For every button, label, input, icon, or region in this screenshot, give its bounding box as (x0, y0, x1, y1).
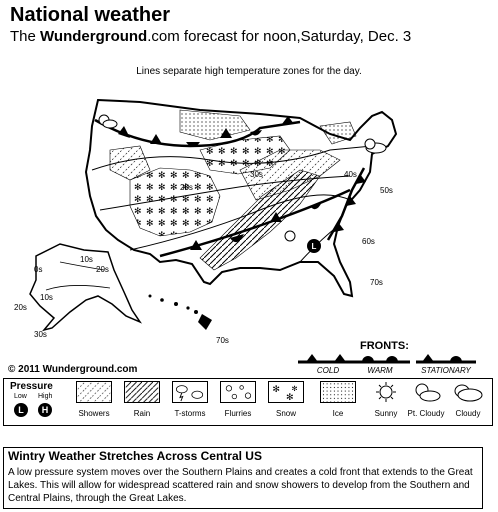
front-legend-stationary (414, 352, 478, 375)
front-label-stationary: STATIONARY (421, 366, 471, 375)
stationary-front-symbol (414, 352, 478, 364)
legend-label-pt-cloudy: Pt. Cloudy (407, 409, 445, 418)
brand-name: Wunderground (40, 28, 148, 45)
alaska-label-20s: 20s (96, 265, 109, 274)
low-pressure-icon: L (14, 403, 28, 417)
forecast-subtitle (10, 28, 411, 45)
map-note: Lines separate high temperature zones for the day. (136, 66, 362, 77)
alaska-label-0s: 0s (34, 265, 43, 274)
legend-label-cloudy: Cloudy (455, 409, 481, 418)
front-label-cold: COLD (316, 366, 340, 375)
high-caption: High (38, 393, 53, 400)
alaska-label-10s: 10s (80, 255, 93, 264)
temp-label-70s: 70s (370, 278, 383, 287)
sunny-icon (285, 231, 295, 241)
svg-text:✻: ✻ (291, 384, 298, 394)
ice-swatch-icon (320, 381, 356, 403)
fronts-title: FRONTS: (360, 340, 409, 352)
subtitle-text: .com forecast for noon,Saturday, Dec. 3 (147, 28, 412, 45)
hawaii-islands (149, 295, 213, 331)
legend-label-snow: Snow (275, 409, 296, 418)
front-label-warm: WARM (367, 366, 393, 375)
front-legend-warm (348, 352, 412, 375)
story-body: A low pressure system moves over the Southern Plains and creates a cold front that extends to the Great Lakes. This will allow for widespread scattered rain and snow showers to develop from the Southern and Central Plains, through the Great Lakes. (8, 467, 473, 504)
copyright: © 2011 Wunderground.com (8, 364, 138, 375)
tstorm-swatch-icon (172, 381, 208, 403)
legend-label-tstorms: T-storms (174, 409, 206, 418)
story-box (3, 447, 483, 509)
pressure-legend (10, 381, 66, 415)
flurries-swatch-icon (220, 381, 256, 403)
warm-front-symbol (348, 352, 412, 364)
pressure-title: Pressure (10, 381, 53, 392)
legend-label-rain: Rain (133, 409, 151, 418)
legend-label-flurries: Flurries (224, 409, 252, 418)
cloudy-swatch-icon (450, 381, 486, 403)
legend-label-showers: Showers (78, 409, 110, 418)
svg-text:L: L (311, 242, 317, 251)
high-pressure-icon: H (38, 403, 52, 417)
temp-label-40s: 40s (344, 170, 357, 179)
story-headline: Wintry Weather Stretches Across Central US (8, 449, 262, 463)
weather-legend (3, 378, 493, 426)
alaska-label-20s-b: 20s (14, 303, 27, 312)
alaska-label-10s-b: 10s (40, 293, 53, 302)
temp-label-60s: 60s (362, 237, 375, 246)
legend-label-sunny: Sunny (374, 409, 398, 418)
temp-label-30s: 30s (250, 170, 263, 179)
partly-cloudy-swatch-icon (408, 381, 444, 403)
alaska-label-30s: 30s (34, 330, 47, 339)
legend-label-ice: Ice (332, 409, 344, 418)
temp-label-50s: 50s (380, 186, 393, 195)
weather-map (0, 78, 498, 350)
page-title: National weather (10, 4, 171, 26)
hawaii-label-70s: 70s (216, 336, 229, 345)
svg-text:✻: ✻ (272, 385, 280, 395)
rain-swatch-icon (124, 381, 160, 403)
svg-text:✻: ✻ (286, 393, 294, 403)
sunny-swatch-icon (368, 381, 404, 403)
snow-swatch-icon (268, 381, 304, 403)
showers-swatch-icon (76, 381, 112, 403)
subtitle-prefix: The (10, 28, 41, 45)
temp-label-20s: 20s (180, 183, 193, 192)
low-caption: Low (14, 393, 27, 400)
